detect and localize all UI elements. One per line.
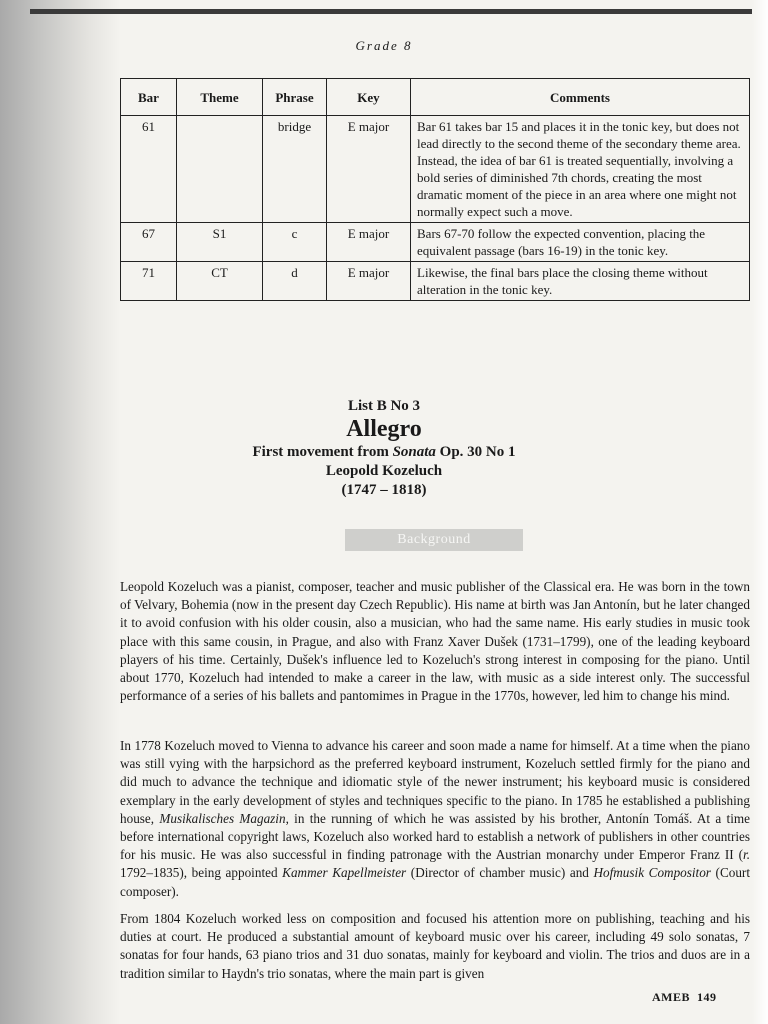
composer-dates: (1747 – 1818) (341, 482, 427, 498)
table-row (121, 262, 750, 301)
column-header-phrase: Phrase (263, 79, 327, 116)
cell-theme: S1 (177, 223, 263, 262)
p2-text-e: (Court composer). (120, 865, 750, 899)
cell-comments: Bars 67-70 follow the expected convention, placing the equivalent passage (bars 16-19) in the tonic key. (411, 223, 750, 262)
analysis-table (120, 78, 750, 301)
section-label-background: Background (345, 529, 523, 551)
column-header-key: Key (327, 79, 411, 116)
table-row (121, 116, 750, 223)
subtitle-work: Sonata (392, 444, 436, 460)
cell-key: E major (327, 223, 411, 262)
paragraph-3: From 1804 Kozeluch worked less on composition and focused his attention more on publishing, teaching and his duties at court. He produced a substantial amount of keyboard music over his career, including 49 solo sonatas, 7 sonatas for four hands, 63 piano trios and 31 duo sonatas, mainly for keyboard and violin. The trios and duos are in a tradition similar to Haydn's trio sonatas, where the main part is given (120, 911, 750, 981)
piece-title: Allegro (346, 416, 422, 442)
page-footer (652, 990, 717, 1005)
cell-phrase: d (263, 262, 327, 301)
page-number: 149 (697, 990, 717, 1004)
piece-subtitle (0, 443, 768, 462)
paragraph-2 (120, 737, 750, 901)
p2-reign-abbrev: r. (743, 847, 750, 863)
p2-text-b: , in the running of which he was assisted by his brother, Antonín Tomáš. At a time before international copyright laws, Kozeluch also worked hard to establish a network of publishers in other countries for his music. He was also successful in finding patronage with the Austrian monarchy under Emperor Franz II ( (120, 810, 750, 863)
cell-comments: Likewise, the final bars place the closing theme without alteration in the tonic key. (411, 262, 750, 301)
column-header-theme: Theme (177, 79, 263, 116)
top-rule (30, 9, 752, 14)
cell-phrase: bridge (263, 116, 327, 223)
page-gutter-shadow (0, 0, 120, 1024)
cell-bar: 67 (121, 223, 177, 262)
paragraph-1: Leopold Kozeluch was a pianist, composer, teacher and music publisher of the Classical era. He was born in the town of Velvary, Bohemia (now in the present day Czech Republic). His name at birth was Jan Antonín, but he later changed it to avoid confusion with his older cousin, also a musician, who had the same name. His early studies in music took place with this same cousin, in Prague, and also with Franz Xaver Dušek (1731–1799), one of the leading keyboard players of his time. Certainly, Dušek's influence led to Kozeluch's strong interest in composing for the piano. Until about 1770, Kozeluch had intended to make a career in the law, with music as a side interest only. The successful performance of a series of his ballets and pantomimes in Prague in the 1770s, however, led him to change his mind. (120, 579, 750, 704)
p2-title-kammer: Kammer Kapellmeister (282, 865, 407, 881)
column-header-comments: Comments (411, 79, 750, 116)
cell-theme: CT (177, 262, 263, 301)
cell-bar: 61 (121, 116, 177, 223)
p2-title-hofmusik: Hofmusik Compositor (593, 865, 711, 881)
p2-text-c: 1792–1835), being appointed (120, 865, 283, 881)
p2-text-a: In 1778 Kozeluch moved to Vienna to advance his career and soon made a name for himself. At a time when the piano was still vying with the harpsichord as the preferred keyboard instrument, Kozeluch settled firmly for the piano and did much to advance the technique and idiomatic style of the newer instrument; his keyboard music is considered exemplary in the early development of styles and techniques specific to the piano. In 1785 he established a publishing house, (120, 738, 750, 826)
column-header-bar: Bar (121, 79, 177, 116)
page-edge (752, 0, 768, 1024)
composer-name: Leopold Kozeluch (325, 463, 443, 479)
cell-comments: Bar 61 takes bar 15 and places it in the tonic key, but does not lead directly to the second theme of the secondary theme area. Instead, the idea of bar 61 is treated sequentially, involving a bold series of diminished 7th chords, creating the most dramatic moment of the piece in an area where one might not normally expect such a move. (411, 116, 750, 223)
cell-key: E major (327, 262, 411, 301)
cell-bar: 71 (121, 262, 177, 301)
list-number: List B No 3 (347, 398, 421, 414)
piece-heading (0, 398, 768, 500)
footer-label: AMEB (652, 990, 690, 1004)
p2-text-d: (Director of chamber music) and (406, 865, 594, 881)
cell-phrase: c (263, 223, 327, 262)
table-header-row (121, 79, 750, 116)
subtitle-opus: Op. 30 No 1 (435, 444, 516, 460)
cell-theme (177, 116, 263, 223)
p2-magazine-title: Musikalisches Magazin (159, 810, 286, 826)
running-header: Grade 8 (355, 38, 413, 53)
cell-key: E major (327, 116, 411, 223)
subtitle-prefix: First movement from (252, 444, 393, 460)
table-row (121, 223, 750, 262)
